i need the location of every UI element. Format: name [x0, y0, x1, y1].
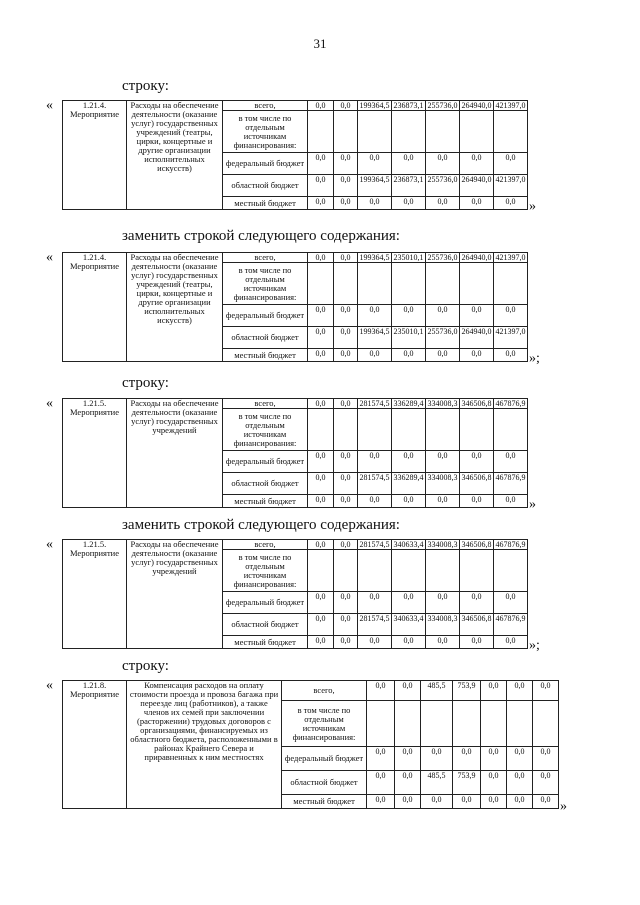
- amount-cell: 0,0: [358, 592, 392, 614]
- amount-cell: 0,0: [507, 771, 533, 795]
- amount-cell: 0,0: [367, 681, 395, 701]
- amount-cell: 485,5: [421, 681, 453, 701]
- amount-cell: [494, 263, 528, 305]
- amount-cell: 236873,1: [393, 101, 424, 110]
- amount-cell: [308, 409, 334, 451]
- open-quote: «: [46, 98, 53, 113]
- funding-source-label: в том числе по отдельным источникам финансирования:: [223, 409, 308, 451]
- funding-source-label: в том числе по отдельным источникам финансирования:: [223, 111, 308, 153]
- amount-cell: 0,0: [460, 197, 494, 210]
- measure-description: Расходы на обеспечение деятельности (оказание услуг) государственных учреждений (театры, цирки, концертные и другие организации исполнительных искусств): [127, 253, 223, 362]
- funding-source-label: областной бюджет: [223, 473, 308, 495]
- amount-cell: 281574,5: [358, 473, 392, 495]
- funding-source-label: всего,: [223, 253, 308, 263]
- intro-phrase: заменить строкой следующего содержания:: [122, 228, 400, 244]
- amount-cell: [494, 550, 528, 592]
- amount-cell: 0,0: [392, 305, 426, 327]
- amount-cell: 0,0: [308, 473, 334, 495]
- measure-code-cell: [63, 540, 127, 649]
- amount-cell: 281574,5: [359, 399, 390, 408]
- amount-cell: [334, 550, 358, 592]
- amount-cell: 0,0: [308, 305, 334, 327]
- amount-cell: 0,0: [426, 153, 460, 175]
- measure-code: 1.21.4.: [82, 100, 107, 110]
- amount-cell: 0,0: [392, 153, 426, 175]
- funding-source-label: местный бюджет: [223, 495, 308, 508]
- amount-cell: 467876,9: [495, 399, 526, 408]
- amount-cell: [308, 263, 334, 305]
- amount-cell: 0,0: [481, 795, 507, 809]
- funding-source-label: в том числе по отдельным источникам финансирования:: [223, 550, 308, 592]
- amount-cell: 0,0: [358, 197, 392, 210]
- amount-cell: [392, 409, 426, 451]
- amount-cell: 0,0: [494, 636, 528, 649]
- amount-cell: 0,0: [308, 636, 334, 649]
- measure-code-cell: [63, 681, 127, 809]
- amount-cell: 0,0: [334, 614, 358, 636]
- amount-cell: 0,0: [334, 175, 358, 197]
- open-quote: «: [46, 678, 53, 693]
- amount-cell: 0,0: [358, 636, 392, 649]
- amount-cell: [358, 263, 392, 305]
- open-quote: «: [46, 250, 53, 265]
- budget-table: [62, 100, 528, 210]
- amount-cell: 0,0: [395, 771, 421, 795]
- amount-cell: [421, 701, 453, 747]
- measure-code-cell: [63, 253, 127, 362]
- measure-code-cell: [63, 399, 127, 508]
- close-quote: »;: [529, 351, 540, 366]
- funding-source-label: федеральный бюджет: [223, 305, 308, 327]
- amount-cell: 0,0: [392, 349, 426, 362]
- close-quote: »: [529, 497, 536, 512]
- open-quote: «: [46, 537, 53, 552]
- open-quote: «: [46, 396, 53, 411]
- amount-cell: 0,0: [308, 540, 334, 550]
- amount-cell: 264940,0: [461, 253, 492, 262]
- measure-description: Расходы на обеспечение деятельности (оказание услуг) государственных учреждений (театры, цирки, концертные и другие организации исполнительных искусств): [127, 101, 223, 210]
- amount-cell: 0,0: [507, 681, 533, 701]
- measure-type: Мероприятие: [69, 261, 119, 271]
- amount-cell: 334008,3: [427, 399, 458, 408]
- amount-cell: 0,0: [507, 747, 533, 771]
- amount-cell: 0,0: [533, 681, 559, 701]
- amount-cell: [358, 550, 392, 592]
- amount-cell: 0,0: [308, 592, 334, 614]
- amount-cell: 334008,3: [427, 540, 458, 549]
- amount-cell: 0,0: [533, 771, 559, 795]
- amount-cell: [426, 550, 460, 592]
- amount-cell: 0,0: [392, 592, 426, 614]
- amount-cell: 0,0: [392, 197, 426, 210]
- amount-cell: 0,0: [494, 349, 528, 362]
- close-quote: »: [560, 799, 567, 814]
- amount-cell: 236873,1: [392, 175, 426, 197]
- amount-cell: [494, 409, 528, 451]
- amount-cell: 346506,8: [461, 399, 492, 408]
- amount-cell: 0,0: [494, 451, 528, 473]
- amount-cell: 0,0: [308, 197, 334, 210]
- intro-phrase: строку:: [122, 78, 169, 94]
- amount-cell: 0,0: [334, 101, 358, 111]
- amount-cell: 421397,0: [494, 327, 528, 349]
- close-quote: »;: [529, 638, 540, 653]
- amount-cell: 467876,9: [494, 614, 528, 636]
- amount-cell: 0,0: [334, 197, 358, 210]
- measure-code: 1.21.8.: [82, 680, 107, 690]
- amount-cell: 485,5: [421, 771, 453, 795]
- amount-cell: [494, 111, 528, 153]
- amount-cell: 0,0: [308, 614, 334, 636]
- amount-cell: 0,0: [334, 305, 358, 327]
- funding-source-label: местный бюджет: [282, 795, 367, 809]
- amount-cell: 467876,9: [494, 473, 528, 495]
- amount-cell: [460, 409, 494, 451]
- amount-cell: 0,0: [426, 592, 460, 614]
- amount-cell: 0,0: [426, 636, 460, 649]
- amount-cell: 340633,4: [392, 614, 426, 636]
- amount-cell: 0,0: [334, 327, 358, 349]
- amount-cell: 421397,0: [494, 175, 528, 197]
- amount-cell: 0,0: [494, 305, 528, 327]
- amount-cell: [308, 550, 334, 592]
- table-row: [63, 540, 528, 550]
- measure-code-cell: [63, 101, 127, 210]
- amount-cell: [460, 111, 494, 153]
- amount-cell: 0,0: [334, 153, 358, 175]
- measure-code: 1.21.5.: [82, 539, 107, 549]
- amount-cell: 0,0: [481, 747, 507, 771]
- amount-cell: 0,0: [308, 495, 334, 508]
- budget-table: [62, 539, 528, 649]
- amount-cell: 0,0: [334, 473, 358, 495]
- funding-source-label: областной бюджет: [282, 771, 367, 795]
- amount-cell: 0,0: [426, 197, 460, 210]
- amount-cell: 346506,8: [461, 540, 492, 549]
- funding-source-label: федеральный бюджет: [223, 451, 308, 473]
- funding-source-label: областной бюджет: [223, 175, 308, 197]
- amount-cell: 0,0: [392, 495, 426, 508]
- amount-cell: 421397,0: [495, 253, 526, 262]
- amount-cell: 255736,0: [427, 101, 458, 110]
- funding-source-label: федеральный бюджет: [223, 153, 308, 175]
- funding-source-label: в том числе по отдельным источникам финансирования:: [223, 263, 308, 305]
- amount-cell: 0,0: [460, 636, 494, 649]
- funding-source-label: всего,: [223, 101, 308, 111]
- measure-type: Мероприятие: [69, 689, 119, 699]
- amount-cell: [507, 701, 533, 747]
- amount-cell: 753,9: [453, 681, 481, 701]
- amount-cell: 0,0: [308, 327, 334, 349]
- amount-cell: 0,0: [421, 747, 453, 771]
- funding-source-label: в том числе по отдельным источникам финансирования:: [282, 701, 367, 747]
- amount-cell: 0,0: [453, 795, 481, 809]
- funding-source-label: областной бюджет: [223, 327, 308, 349]
- amount-cell: 0,0: [395, 795, 421, 809]
- amount-cell: 0,0: [334, 592, 358, 614]
- measure-type: Мероприятие: [69, 407, 119, 417]
- amount-cell: 281574,5: [359, 540, 390, 549]
- measure-description: Расходы на обеспечение деятельности (оказание услуг) государственных учреждений: [127, 540, 223, 649]
- amount-cell: [334, 263, 358, 305]
- amount-cell: 336289,4: [393, 399, 424, 408]
- funding-source-label: местный бюджет: [223, 197, 308, 210]
- amount-cell: 0,0: [334, 451, 358, 473]
- amount-cell: [358, 111, 392, 153]
- amount-cell: 0,0: [460, 451, 494, 473]
- intro-phrase: строку:: [122, 375, 169, 391]
- table-row: [63, 399, 528, 409]
- amount-cell: [453, 701, 481, 747]
- amount-cell: 0,0: [453, 747, 481, 771]
- measure-description: Расходы на обеспечение деятельности (оказание услуг) государственных учреждений: [127, 399, 223, 508]
- amount-cell: [395, 701, 421, 747]
- amount-cell: 235010,1: [392, 327, 426, 349]
- funding-source-label: местный бюджет: [223, 636, 308, 649]
- amount-cell: 0,0: [308, 349, 334, 362]
- amount-cell: 264940,0: [460, 327, 494, 349]
- budget-table: [62, 680, 559, 809]
- amount-cell: 264940,0: [461, 101, 492, 110]
- amount-cell: 0,0: [392, 636, 426, 649]
- amount-cell: 0,0: [308, 399, 334, 409]
- funding-source-label: федеральный бюджет: [282, 747, 367, 771]
- amount-cell: 281574,5: [358, 614, 392, 636]
- amount-cell: 235010,1: [393, 253, 424, 262]
- amount-cell: 264940,0: [460, 175, 494, 197]
- amount-cell: 0,0: [358, 451, 392, 473]
- amount-cell: [358, 409, 392, 451]
- amount-cell: [334, 409, 358, 451]
- amount-cell: 0,0: [395, 747, 421, 771]
- page-number: 31: [313, 36, 327, 51]
- amount-cell: 0,0: [358, 305, 392, 327]
- amount-cell: 0,0: [494, 592, 528, 614]
- amount-cell: 255736,0: [427, 253, 458, 262]
- amount-cell: [367, 701, 395, 747]
- amount-cell: 336289,4: [392, 473, 426, 495]
- amount-cell: 0,0: [334, 253, 358, 263]
- amount-cell: 0,0: [395, 681, 421, 701]
- funding-source-label: всего,: [282, 681, 367, 701]
- amount-cell: 199364,5: [359, 101, 390, 110]
- amount-cell: 0,0: [426, 305, 460, 327]
- funding-source-label: областной бюджет: [223, 614, 308, 636]
- amount-cell: 199364,5: [358, 175, 392, 197]
- amount-cell: 421397,0: [495, 101, 526, 110]
- amount-cell: [481, 701, 507, 747]
- amount-cell: [460, 263, 494, 305]
- amount-cell: 0,0: [334, 399, 358, 409]
- amount-cell: 0,0: [334, 495, 358, 508]
- amount-cell: 0,0: [358, 349, 392, 362]
- measure-description: Компенсация расходов на оплату стоимости проезда и провоза багажа при переезде лиц (работников), а также членов их семей при заключении (расторжении) трудовых договоров с организациями, финансируемых из областного бюджета, расположенными в районах Крайнего Севера и приравненных к ним местностях: [127, 681, 282, 809]
- amount-cell: 340633,4: [393, 540, 424, 549]
- amount-cell: 0,0: [460, 153, 494, 175]
- measure-type: Мероприятие: [69, 109, 119, 119]
- amount-cell: [426, 263, 460, 305]
- amount-cell: 0,0: [426, 349, 460, 362]
- budget-table: [62, 398, 528, 508]
- amount-cell: 199364,5: [358, 327, 392, 349]
- amount-cell: 0,0: [392, 451, 426, 473]
- amount-cell: 0,0: [507, 795, 533, 809]
- intro-phrase: заменить строкой следующего содержания:: [122, 517, 400, 533]
- amount-cell: 0,0: [460, 495, 494, 508]
- amount-cell: 0,0: [460, 305, 494, 327]
- measure-code: 1.21.5.: [82, 398, 107, 408]
- amount-cell: 0,0: [358, 153, 392, 175]
- amount-cell: [460, 550, 494, 592]
- funding-source-label: всего,: [223, 540, 308, 550]
- amount-cell: 0,0: [533, 747, 559, 771]
- amount-cell: 0,0: [481, 771, 507, 795]
- amount-cell: 0,0: [334, 349, 358, 362]
- amount-cell: 334008,3: [426, 473, 460, 495]
- amount-cell: 199364,5: [359, 253, 390, 262]
- table-row: [63, 681, 559, 701]
- budget-table: [62, 252, 528, 362]
- amount-cell: 467876,9: [495, 540, 526, 549]
- amount-cell: 0,0: [334, 540, 358, 550]
- amount-cell: 0,0: [308, 101, 334, 111]
- amount-cell: 0,0: [533, 795, 559, 809]
- amount-cell: 753,9: [453, 771, 481, 795]
- amount-cell: [392, 550, 426, 592]
- amount-cell: 0,0: [367, 795, 395, 809]
- measure-type: Мероприятие: [69, 548, 119, 558]
- amount-cell: 0,0: [308, 175, 334, 197]
- amount-cell: 0,0: [460, 592, 494, 614]
- amount-cell: 0,0: [308, 153, 334, 175]
- amount-cell: 0,0: [426, 495, 460, 508]
- amount-cell: [392, 111, 426, 153]
- amount-cell: 0,0: [460, 349, 494, 362]
- amount-cell: 0,0: [308, 451, 334, 473]
- amount-cell: [392, 263, 426, 305]
- amount-cell: 255736,0: [426, 327, 460, 349]
- table-row: [63, 253, 528, 263]
- amount-cell: [308, 111, 334, 153]
- amount-cell: 0,0: [494, 197, 528, 210]
- amount-cell: 0,0: [334, 636, 358, 649]
- amount-cell: 334008,3: [426, 614, 460, 636]
- funding-source-label: федеральный бюджет: [223, 592, 308, 614]
- amount-cell: 0,0: [367, 747, 395, 771]
- amount-cell: 0,0: [494, 495, 528, 508]
- table-row: [63, 101, 528, 111]
- amount-cell: 0,0: [421, 795, 453, 809]
- funding-source-label: всего,: [223, 399, 308, 409]
- amount-cell: [426, 111, 460, 153]
- amount-cell: [426, 409, 460, 451]
- amount-cell: 255736,0: [426, 175, 460, 197]
- amount-cell: [533, 701, 559, 747]
- amount-cell: 0,0: [308, 253, 334, 263]
- close-quote: »: [529, 199, 536, 214]
- amount-cell: 0,0: [481, 681, 507, 701]
- amount-cell: 0,0: [367, 771, 395, 795]
- amount-cell: 346506,8: [460, 473, 494, 495]
- amount-cell: 346506,8: [460, 614, 494, 636]
- amount-cell: 0,0: [358, 495, 392, 508]
- funding-source-label: местный бюджет: [223, 349, 308, 362]
- amount-cell: [334, 111, 358, 153]
- measure-code: 1.21.4.: [82, 252, 107, 262]
- amount-cell: 0,0: [494, 153, 528, 175]
- amount-cell: 0,0: [426, 451, 460, 473]
- intro-phrase: строку:: [122, 658, 169, 674]
